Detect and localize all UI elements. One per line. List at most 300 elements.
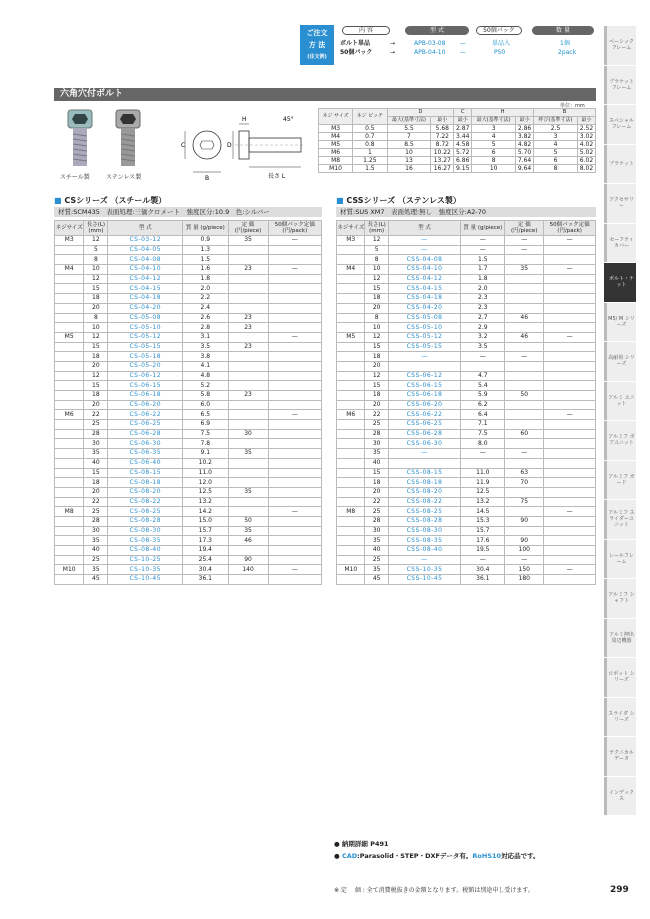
price-cell (505, 439, 544, 449)
side-tab[interactable]: アルミフ ガード (604, 461, 636, 500)
code-cell[interactable]: CS-08-30 (108, 526, 183, 536)
mass-cell: 2.8 (183, 323, 228, 333)
stainless-bolt-photo (108, 108, 148, 168)
dim-header-c: C (454, 109, 472, 117)
length-cell: 25 (365, 555, 388, 565)
length-cell: 20 (84, 361, 108, 371)
code-cell[interactable] (388, 361, 461, 371)
table-header: 50個パック定価 (円/pack) (268, 221, 321, 236)
size-cell (337, 536, 365, 546)
price-cell: 46 (505, 313, 544, 323)
size-cell (55, 303, 84, 313)
price-note: ※ 定 価 : 全て消費税抜きの金額となります。税額は別途申し受けます。 (334, 887, 534, 894)
mass-cell: 36.1 (461, 575, 505, 585)
price-cell: 35 (228, 526, 268, 536)
table-row (337, 449, 596, 459)
size-cell (55, 400, 84, 410)
length-cell: 15 (84, 342, 108, 352)
size-cell: M6 (55, 410, 84, 420)
pack-price-cell: — (268, 507, 321, 517)
dim-cell: 7.64 (516, 157, 534, 165)
table-row (55, 449, 322, 459)
table-row (337, 410, 596, 420)
length-cell: 22 (365, 410, 388, 420)
code-cell[interactable]: CS-08-20 (108, 487, 183, 497)
mass-cell: 7.5 (183, 429, 228, 439)
size-cell (337, 294, 365, 304)
code-cell[interactable]: — (388, 245, 461, 255)
pack-price-cell (544, 245, 596, 255)
price-cell: 23 (228, 265, 268, 275)
code-cell[interactable]: CS-06-15 (108, 381, 183, 391)
pack-price-cell (544, 361, 596, 371)
mass-cell: 19.4 (183, 546, 228, 556)
mass-cell: 12.0 (183, 478, 228, 488)
length-cell: 30 (84, 526, 108, 536)
code-cell[interactable]: CS-05-10 (108, 323, 183, 333)
dash: — (460, 49, 466, 56)
price-cell: 63 (505, 468, 544, 478)
table-row (337, 468, 596, 478)
size-cell (55, 313, 84, 323)
dim-cell: 5.68 (431, 125, 454, 133)
mass-cell: 2.6 (183, 313, 228, 323)
mass-cell: 7.8 (183, 439, 228, 449)
code-cell[interactable]: CSS-06-22 (388, 410, 461, 420)
code-cell[interactable]: CS-08-18 (108, 478, 183, 488)
dim-cell: 2.52 (577, 125, 595, 133)
mass-cell: 2.7 (461, 313, 505, 323)
code-cell[interactable]: CSS-04-12 (388, 274, 461, 284)
code-cell[interactable]: CS-06-40 (108, 458, 183, 468)
price-cell: — (505, 555, 544, 565)
code-cell[interactable]: CS-08-22 (108, 497, 183, 507)
price-cell: — (505, 236, 544, 246)
table-row (55, 555, 322, 565)
size-cell (55, 371, 84, 381)
code-cell[interactable]: CSS-04-10 (388, 265, 461, 275)
code-cell[interactable]: CSS-08-30 (388, 526, 461, 536)
pack-price-cell (268, 245, 321, 255)
dim-cell: 5.5 (387, 125, 431, 133)
price-cell (505, 361, 544, 371)
side-tab[interactable]: テクニカル データ (604, 737, 636, 776)
side-tab[interactable]: ブラケット (604, 145, 636, 184)
dim-cell: 3 (472, 125, 516, 133)
table-row (55, 575, 322, 585)
code-cell[interactable]: CSS-08-28 (388, 516, 461, 526)
mass-cell (461, 458, 505, 468)
table-header: 型 式 (388, 221, 461, 236)
size-cell (55, 449, 84, 459)
size-cell (55, 439, 84, 449)
size-cell (55, 245, 84, 255)
pack-price-cell (544, 342, 596, 352)
side-tab[interactable]: 高耐荷 シリーズ (604, 342, 636, 381)
code-cell[interactable]: CS-06-20 (108, 400, 183, 410)
code-cell[interactable]: CS-03-12 (108, 236, 183, 246)
side-tab[interactable]: スライダ シリーズ (604, 698, 636, 737)
length-cell: 10 (365, 323, 388, 333)
size-cell (55, 497, 84, 507)
size-cell (55, 284, 84, 294)
code-cell[interactable]: CSS-06-28 (388, 429, 461, 439)
pack-price-cell (544, 313, 596, 323)
price-cell (228, 381, 268, 391)
price-cell: 35 (228, 449, 268, 459)
length-cell: 35 (365, 536, 388, 546)
unit-label: 単位：mm (560, 103, 585, 109)
code-cell[interactable]: CS-04-08 (108, 255, 183, 265)
side-tab[interactable]: インデックス (604, 777, 636, 816)
length-cell: 8 (84, 313, 108, 323)
table-row (337, 487, 596, 497)
side-tab[interactable]: レールフレーム (604, 540, 636, 579)
size-cell (55, 487, 84, 497)
page-number: 299 (610, 885, 629, 895)
size-cell (337, 381, 365, 391)
table-row (55, 274, 322, 284)
side-tab[interactable]: セーフティ カバー (604, 224, 636, 263)
dim-cell: 6 (534, 157, 578, 165)
size-cell (337, 439, 365, 449)
order-row-1-code: APB-03-08 (414, 40, 446, 47)
code-cell[interactable]: CS-04-10 (108, 265, 183, 275)
code-cell[interactable]: CSS-08-25 (388, 507, 461, 517)
table-header: 50個パック定価 (円/pack) (544, 221, 596, 236)
code-cell[interactable]: CSS-05-15 (388, 342, 461, 352)
length-cell: 15 (365, 468, 388, 478)
css-material: 材質:SUS XM7 表面処理:無し 強度区分:A2-70 (336, 207, 596, 217)
dim-cell: M3 (319, 125, 353, 133)
mass-cell: 4.1 (183, 361, 228, 371)
code-cell[interactable]: CSS-08-35 (388, 536, 461, 546)
price-cell (228, 507, 268, 517)
code-cell[interactable]: CSS-08-18 (388, 478, 461, 488)
size-cell (337, 526, 365, 536)
length-cell: 20 (365, 361, 388, 371)
size-cell (337, 449, 365, 459)
mass-cell: 11.0 (461, 468, 505, 478)
price-cell (505, 410, 544, 420)
pack-price-cell (544, 352, 596, 362)
code-cell[interactable]: CS-08-40 (108, 546, 183, 556)
length-cell: 10 (84, 265, 108, 275)
length-cell: 20 (365, 303, 388, 313)
code-cell[interactable]: CS-05-18 (108, 352, 183, 362)
table-row (55, 536, 322, 546)
table-row (337, 381, 596, 391)
code-cell[interactable]: CS-08-25 (108, 507, 183, 517)
price-cell (505, 342, 544, 352)
code-cell[interactable]: CS-05-15 (108, 342, 183, 352)
code-cell[interactable]: CS-05-12 (108, 332, 183, 342)
dim-cell: 2.5 (534, 125, 578, 133)
side-tab[interactable]: ブラケット フレーム (604, 66, 636, 105)
table-row (55, 458, 322, 468)
table-row (337, 478, 596, 488)
code-cell[interactable]: CS-08-35 (108, 536, 183, 546)
length-cell: 28 (365, 429, 388, 439)
side-tab[interactable]: アルミフ シャフト (604, 579, 636, 618)
side-tab[interactable]: アルミ押出 周辺機器 (604, 619, 636, 658)
size-cell (337, 361, 365, 371)
pack-price-cell (544, 381, 596, 391)
table-row (55, 313, 322, 323)
pack-price-cell (544, 468, 596, 478)
dim-cell: 6 (472, 149, 516, 157)
cs-series-title: ■ CSシリーズ （スチール製） (54, 196, 167, 205)
table-header: 定 価 (円/piece) (228, 221, 268, 236)
size-cell (337, 313, 365, 323)
bolt-dimension-diagram (175, 112, 313, 182)
size-cell: M5 (337, 332, 365, 342)
mass-cell: 14.5 (461, 507, 505, 517)
length-cell: 18 (365, 391, 388, 401)
dim-cell: 0.8 (353, 141, 387, 149)
mass-cell: 13.2 (183, 497, 228, 507)
price-cell (505, 526, 544, 536)
pack-price-cell (544, 255, 596, 265)
mass-cell: 4.8 (183, 371, 228, 381)
pack-price-cell (544, 400, 596, 410)
size-cell (337, 487, 365, 497)
dim-header-d: D (387, 109, 454, 117)
dim-row (319, 141, 596, 149)
code-cell[interactable]: CS-05-20 (108, 361, 183, 371)
dim-cell: 10 (472, 165, 516, 173)
code-cell[interactable]: CSS-05-10 (388, 323, 461, 333)
code-cell[interactable]: CS-04-18 (108, 294, 183, 304)
dim-cell: 9.64 (516, 165, 534, 173)
code-cell[interactable]: CS-10-35 (108, 565, 183, 575)
price-cell (228, 439, 268, 449)
code-cell[interactable]: CS-10-45 (108, 575, 183, 585)
pack-price-cell (268, 303, 321, 313)
mass-cell: 1.8 (183, 274, 228, 284)
size-cell (337, 420, 365, 430)
length-cell: 8 (365, 255, 388, 265)
code-cell[interactable]: CSS-10-35 (388, 565, 461, 575)
code-cell[interactable]: CSS-04-18 (388, 294, 461, 304)
size-cell: M8 (337, 507, 365, 517)
page-title: 六角穴付ボルト (54, 88, 596, 101)
order-method-box (300, 25, 600, 70)
length-cell: 8 (365, 313, 388, 323)
code-cell[interactable]: CSS-05-08 (388, 313, 461, 323)
mass-cell: 14.2 (183, 507, 228, 517)
code-cell[interactable]: CS-06-12 (108, 371, 183, 381)
code-cell[interactable]: — (388, 449, 461, 459)
side-tab[interactable]: アクセサリー (604, 184, 636, 223)
code-cell[interactable]: — (388, 352, 461, 362)
length-cell: 30 (365, 526, 388, 536)
code-cell[interactable]: CSS-08-22 (388, 497, 461, 507)
price-cell: 90 (505, 536, 544, 546)
code-cell[interactable]: CS-04-12 (108, 274, 183, 284)
table-header: 定 価 (円/piece) (505, 221, 544, 236)
code-cell[interactable]: CS-04-15 (108, 284, 183, 294)
code-cell[interactable]: CSS-05-12 (388, 332, 461, 342)
order-badge: ご注文 方 法 (注文例) (300, 25, 334, 65)
length-cell: 12 (84, 332, 108, 342)
dim-header-b: B (534, 109, 596, 117)
size-cell (337, 478, 365, 488)
table-row (337, 439, 596, 449)
length-cell: 12 (84, 274, 108, 284)
dim-cell: M6 (319, 149, 353, 157)
side-tab[interactable]: アルミ ユニット (604, 382, 636, 421)
pack-price-cell (268, 449, 321, 459)
side-tab[interactable]: ベーシック フレーム (604, 26, 636, 65)
mass-cell: — (461, 555, 505, 565)
table-header: 長さ(L) (mm) (84, 221, 108, 236)
table-row (337, 323, 596, 333)
dim-cell: 9.15 (454, 165, 472, 173)
mass-cell: 12.5 (183, 487, 228, 497)
price-cell (505, 458, 544, 468)
pack-price-cell (268, 536, 321, 546)
pack-price-cell (544, 284, 596, 294)
code-cell[interactable]: CSS-06-20 (388, 400, 461, 410)
side-tab[interactable]: M5/ M シリーズ (604, 303, 636, 342)
length-cell: 28 (84, 516, 108, 526)
length-cell: 12 (365, 371, 388, 381)
code-cell[interactable]: CS-06-18 (108, 391, 183, 401)
size-cell (55, 274, 84, 284)
code-cell[interactable]: CSS-06-18 (388, 391, 461, 401)
pack-price-cell: — (268, 332, 321, 342)
dim-cell: 3.44 (454, 133, 472, 141)
code-cell[interactable]: CS-10-25 (108, 555, 183, 565)
length-cell: 28 (84, 429, 108, 439)
side-tab[interactable]: ボルト・ナット (604, 263, 636, 302)
code-cell[interactable]: CSS-04-20 (388, 303, 461, 313)
mass-cell: 3.5 (183, 342, 228, 352)
size-cell (55, 381, 84, 391)
length-cell: 8 (84, 255, 108, 265)
code-cell[interactable]: CS-06-25 (108, 420, 183, 430)
price-cell (505, 284, 544, 294)
code-cell[interactable]: CS-08-28 (108, 516, 183, 526)
pack-price-cell (268, 555, 321, 565)
size-cell: M6 (337, 410, 365, 420)
pack-price-cell: — (268, 265, 321, 275)
dim-cell: 16.27 (431, 165, 454, 173)
order-row-1-qty: 1個 (560, 40, 570, 47)
code-cell[interactable]: CSS-04-08 (388, 255, 461, 265)
dim-cell: M4 (319, 133, 353, 141)
table-row (55, 420, 322, 430)
code-cell[interactable]: CSS-06-30 (388, 439, 461, 449)
size-cell (55, 429, 84, 439)
pack-price-cell (544, 555, 596, 565)
pack-price-cell (544, 439, 596, 449)
code-cell[interactable]: — (388, 555, 461, 565)
code-cell[interactable]: CS-05-08 (108, 313, 183, 323)
dim-cell: 4.02 (577, 141, 595, 149)
pack-price-cell (268, 526, 321, 536)
dim-cell: 7 (387, 133, 431, 141)
code-cell[interactable]: CSS-08-20 (388, 487, 461, 497)
pack-price-cell: — (544, 410, 596, 420)
code-cell[interactable]: CSS-06-15 (388, 381, 461, 391)
code-cell[interactable]: CS-06-35 (108, 449, 183, 459)
code-cell[interactable]: CSS-08-15 (388, 468, 461, 478)
code-cell[interactable]: CSS-08-40 (388, 546, 461, 556)
mass-cell: 11.9 (461, 478, 505, 488)
code-cell[interactable]: CS-06-30 (108, 439, 183, 449)
code-cell[interactable]: CS-06-28 (108, 429, 183, 439)
code-cell[interactable] (388, 458, 461, 468)
length-cell: 18 (84, 478, 108, 488)
code-cell[interactable]: CSS-06-12 (388, 371, 461, 381)
dim-cell: 4 (472, 133, 516, 141)
pack-price-cell (268, 323, 321, 333)
mass-cell: 5.2 (183, 381, 228, 391)
table-row (55, 439, 322, 449)
svg-text:B: B (205, 175, 210, 182)
svg-text:長さ L: 長さ L (268, 173, 286, 180)
size-cell: M4 (55, 265, 84, 275)
code-cell[interactable]: — (388, 236, 461, 246)
length-cell: 25 (84, 555, 108, 565)
code-cell[interactable]: CS-04-20 (108, 303, 183, 313)
side-tab[interactable]: アルミフ ボアユニット (604, 421, 636, 460)
length-cell: 25 (84, 507, 108, 517)
mass-cell: 1.7 (461, 265, 505, 275)
table-row (337, 274, 596, 284)
length-cell: 18 (365, 294, 388, 304)
stainless-caption: ステンレス製 (106, 174, 142, 181)
table-row (55, 294, 322, 304)
side-tab[interactable]: アルミフ スライダーユニット (604, 500, 636, 539)
dim-row (319, 157, 596, 165)
length-cell: 10 (365, 265, 388, 275)
pack-price-cell (268, 294, 321, 304)
table-row (337, 236, 596, 246)
table-row (337, 429, 596, 439)
price-cell (228, 274, 268, 284)
code-cell[interactable]: CSS-06-25 (388, 420, 461, 430)
mass-cell: — (461, 449, 505, 459)
steel-bolt-photo (60, 108, 100, 168)
code-cell[interactable]: CSS-04-15 (388, 284, 461, 294)
dim-cell: 2.86 (516, 125, 534, 133)
steel-caption: スチール製 (60, 174, 90, 181)
length-cell: 15 (365, 381, 388, 391)
size-cell: M3 (55, 236, 84, 246)
table-row (55, 429, 322, 439)
code-cell[interactable]: CS-04-05 (108, 245, 183, 255)
length-cell: 12 (365, 332, 388, 342)
price-cell: 70 (505, 478, 544, 488)
code-cell[interactable]: CS-06-22 (108, 410, 183, 420)
side-tab[interactable]: スペシャル フレーム (604, 105, 636, 144)
order-row-2-pack: P50 (494, 49, 506, 56)
length-cell: 18 (365, 478, 388, 488)
side-tab[interactable]: ロボット シリーズ (604, 658, 636, 697)
code-cell[interactable]: CS-08-15 (108, 468, 183, 478)
size-cell: M3 (337, 236, 365, 246)
mass-cell: 9.1 (183, 449, 228, 459)
table-row (55, 381, 322, 391)
dim-cell: 1.25 (353, 157, 387, 165)
size-cell (55, 255, 84, 265)
size-cell (55, 516, 84, 526)
code-cell[interactable]: CSS-10-45 (388, 575, 461, 585)
price-cell: 30 (228, 429, 268, 439)
